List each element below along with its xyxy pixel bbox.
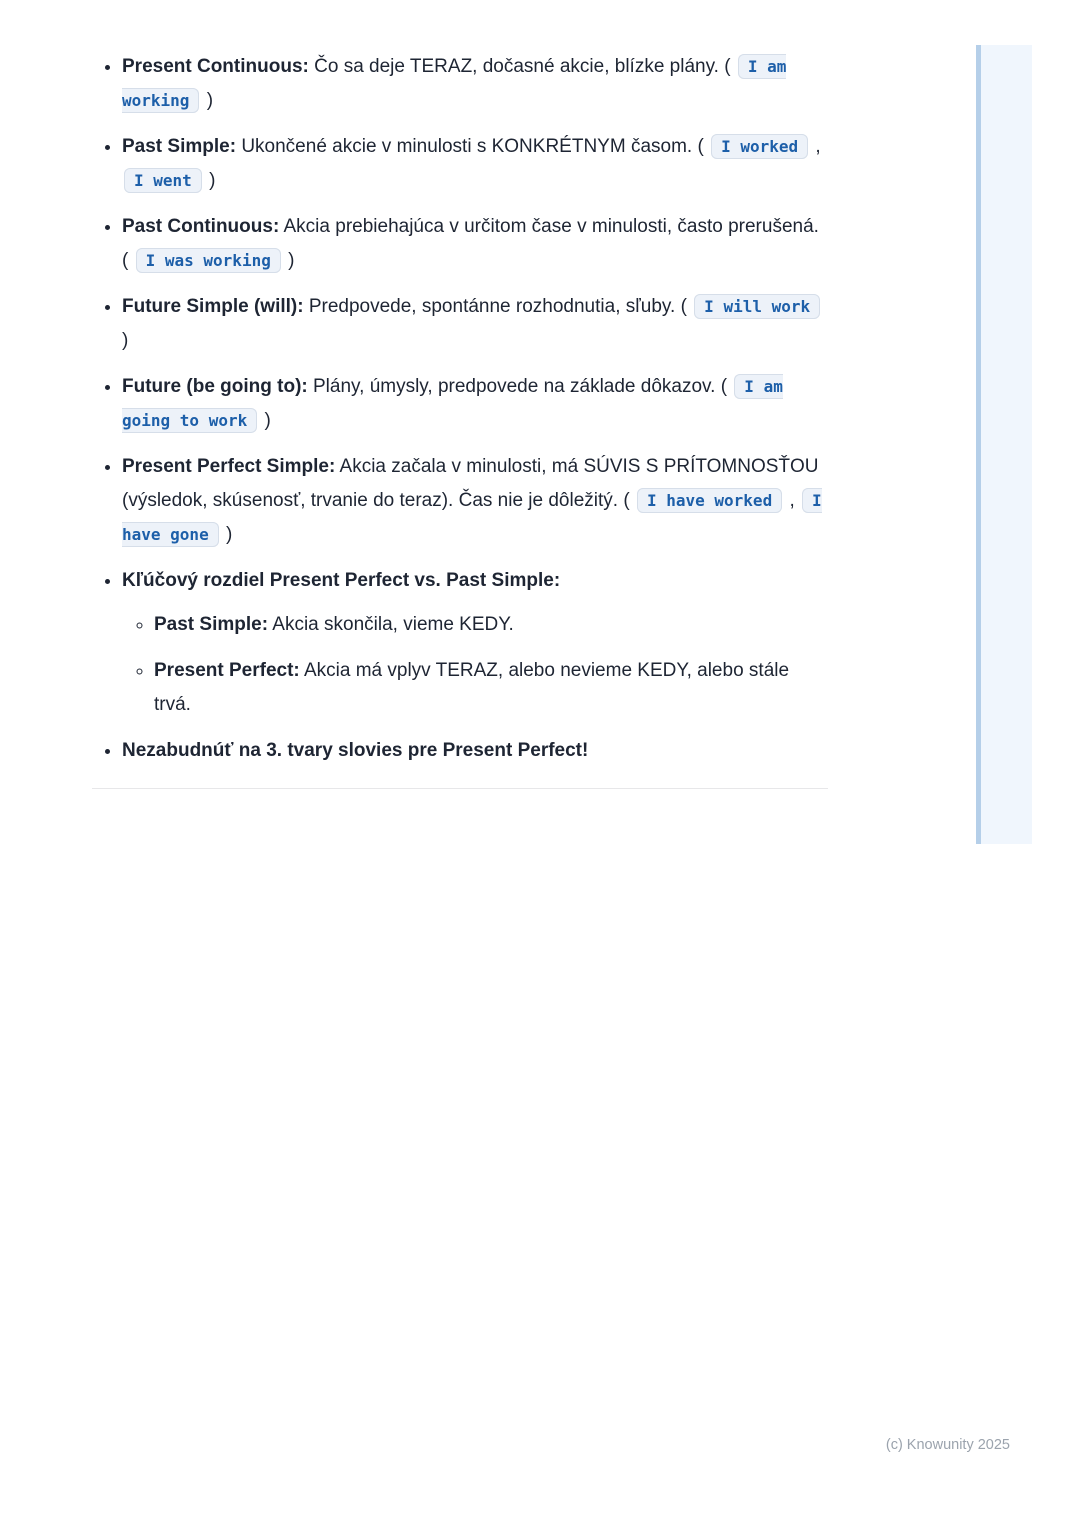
list-item [122,734,828,768]
notes-content [92,50,828,789]
code-chip: I have gone [122,488,822,547]
list-item [122,50,828,118]
body-text: ) [259,410,271,431]
code-chip: I worked [711,134,808,159]
body-text: Akcia prebiehajúca v určitom čase v minulosti, často prerušená. ( [122,216,819,271]
term-label: Nezabudnúť na 3. tvary slovies pre Present Perfect! [122,740,589,761]
list-item [122,290,828,358]
body-text: ) [282,250,295,271]
body-text: Predpovede, spontánne rozhodnutia, sľuby. ( [303,296,693,317]
term-label: Future (be going to): [122,376,308,397]
term-label: Present Perfect: [154,660,300,681]
copyright-text: (c) Knowunity 2025 [885,1437,1010,1453]
term-label: Present Continuous: [122,56,309,77]
code-chip: I will work [694,294,820,319]
sub-list [122,608,828,722]
body-text: ) [203,170,216,191]
term-label: Past Simple: [154,614,269,635]
code-chip: I am working [122,54,786,113]
body-text: ) [201,90,214,111]
body-text: Akcia začala v minulosti, má SÚVIS S PRÍTOMNOSŤOU (výsledok, skúsenosť, trvanie do teraz). Čas nie je dôležitý. ( [122,456,819,511]
list-item [122,450,828,552]
term-label: Past Simple: [122,136,237,157]
tense-list [92,50,828,768]
term-label: Present Perfect Simple: [122,456,336,477]
code-chip: I have worked [637,488,782,513]
body-text: Čo sa deje TERAZ, dočasné akcie, blízke plány. ( [308,56,736,77]
list-item [122,370,828,438]
body-text: ) [122,330,129,351]
body-text: Akcia má vplyv TERAZ, alebo nevieme KEDY, alebo stále trvá. [154,660,790,715]
code-chip: I am going to work [122,374,783,433]
list-item [122,564,828,722]
body-text: , [784,490,801,511]
list-item [122,130,828,198]
section-divider [92,788,828,789]
list-item [122,210,828,278]
body-text: ) [220,524,233,545]
body-text: Akcia skončila, vieme KEDY. [268,614,514,635]
term-label: Past Continuous: [122,216,280,237]
code-chip: I went [124,168,202,193]
body-text: Ukončené akcie v minulosti s KONKRÉTNYM časom. ( [236,136,710,157]
code-chip: I was working [136,248,281,273]
sub-list-item [154,608,828,642]
body-text: Plány, úmysly, predpovede na základe dôkazov. ( [307,376,733,397]
term-label: Future Simple (will): [122,296,304,317]
term-label: Kľúčový rozdiel Present Perfect vs. Past Simple: [122,570,561,591]
body-text: , [810,136,821,157]
sub-list-item [154,654,828,722]
scrollbar-track[interactable] [976,45,1032,844]
